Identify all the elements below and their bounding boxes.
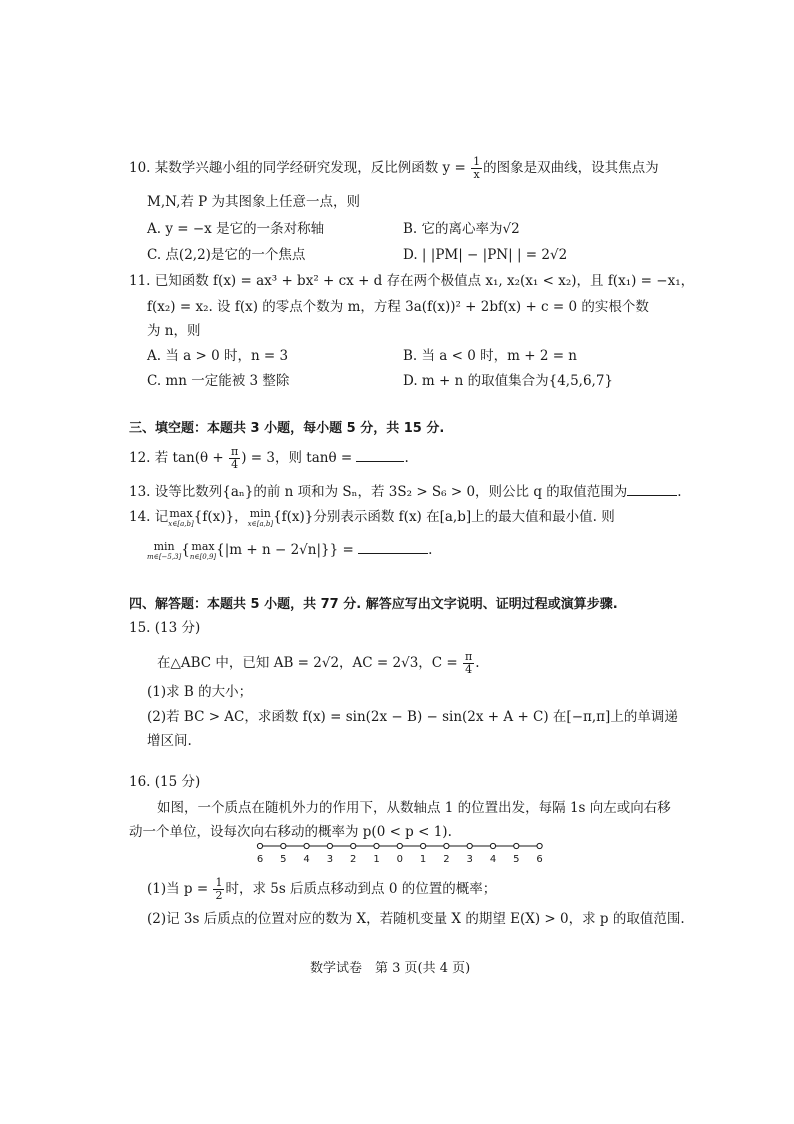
number-line-label: 4 (303, 854, 310, 865)
section-solutions-title: 四、解答题：本题共 5 小题，共 77 分. 解答应写出文字说明、证明过程或演算步骤. (129, 597, 618, 612)
number-line-label: 1 (419, 854, 427, 865)
page-footer: 数学试卷 第 3 页(共 4 页) (310, 961, 471, 976)
q16-stem-line2: 动一个单位，设每次向右移动的概率为 p(0 < p < 1). (129, 824, 452, 840)
q14-inner-max-operator: max n∈[0,9] (189, 540, 217, 561)
number-line-point (537, 843, 542, 848)
number-line-label: 6 (536, 854, 543, 865)
q14-stem-line2: min m∈[−5,3] { max n∈[0,9] {|m + n − 2√n|}} = . (147, 540, 433, 561)
number-line-point (467, 843, 472, 848)
q14-max-operator: max x∈[a,b] (168, 507, 194, 528)
number-line-point (304, 843, 309, 848)
number-line-label: 1 (373, 854, 380, 865)
number-line-point (421, 843, 426, 848)
q11-stem-line2: f(x₂) = x₂. 设 f(x) 的零点个数为 m，方程 3a(f(x))² + 2bf(x) + c = 0 的实根个数 (147, 299, 649, 315)
q15-part2-cont: 增区间. (147, 733, 192, 749)
number-line-point (514, 843, 519, 848)
number-line-point (257, 843, 262, 848)
q10-option-b: B. 它的离心率为√2 (403, 221, 520, 237)
q10-option-a: A. y = −x 是它的一条对称轴 (147, 221, 325, 237)
q11-option-b: B. 当 a < 0 时，m + 2 = n (403, 348, 577, 364)
number-line-point (351, 843, 356, 848)
q15-fraction: $\frac{\pi}{4}$ (465, 650, 473, 676)
q15-header: 15. (13 分) (129, 620, 201, 636)
q12-answer-blank (356, 449, 404, 462)
number-line-label: 4 (489, 854, 497, 865)
q10-option-d: D. | |PM| − |PN| | = 2√2 (403, 247, 568, 263)
number-line-figure (250, 840, 550, 866)
q11-stem-line1: 11. 已知函数 f(x) = ax³ + bx² + cx + d 存在两个极值点 x₁, x₂(x₁ < x₂)，且 f(x₁) = −x₁， (129, 273, 695, 289)
number-line-label: 2 (443, 854, 450, 865)
q16-part1: (1)当 p = $\frac{1}{2}$ 时，求 5s 后质点移动到点 0 的位置的概率； (147, 876, 497, 902)
q16-stem-line1: 如图，一个质点在随机外力的作用下，从数轴点 1 的位置出发，每隔 1s 向左或向右移 (157, 800, 671, 816)
number-line-point (397, 843, 402, 848)
number-line-label: 6 (256, 854, 264, 865)
q14-stem-line1: 14. 记 max x∈[a,b] {f(x)}， min x∈[a,b] {f(x)}分别表示函数 f(x) 在[a,b]上的最大值和最小值. 则 (129, 507, 615, 528)
q10-option-c: C. 点(2,2)是它的一个焦点 (147, 247, 306, 263)
q15-given: 在△ABC 中，已知 AB = 2√2，AC = 2√3，C = $\frac{\pi}{4}$ . (157, 650, 480, 676)
number-line-point (490, 843, 495, 848)
q16-header: 16. (15 分) (129, 774, 201, 790)
q10-fraction: $\frac{1}{x}$ (473, 155, 481, 181)
q12-stem: 12. 若 tan(θ + $\frac{\pi}{4}$ ) = 3，则 tanθ = . (129, 445, 409, 471)
number-line-point (374, 843, 379, 848)
q14-answer-blank (358, 541, 428, 554)
number-line-point (281, 843, 286, 848)
q16-fraction: $\frac{1}{2}$ (215, 876, 223, 902)
q11-option-d: D. m + n 的取值集合为{4,5,6,7} (403, 373, 614, 389)
number-line-point (444, 843, 449, 848)
q12-fraction: $\frac{\pi}{4}$ (231, 445, 239, 471)
q11-stem-line3: 为 n，则 (147, 323, 201, 339)
number-line-point (327, 843, 332, 848)
q15-part1: (1)求 B 的大小； (147, 684, 253, 700)
q13-answer-blank (627, 483, 677, 496)
q10-stem-line2: M,N,若 P 为其图象上任意一点，则 (147, 194, 361, 210)
q14-outer-min-operator: min m∈[−5,3] (147, 540, 182, 561)
q14-min-operator: min x∈[a,b] (247, 507, 274, 528)
number-line-label: 2 (350, 854, 357, 865)
q13-stem: 13. 设等比数列{aₙ}的前 n 项和为 Sₙ，若 3S₂ > S₆ > 0，则公比 q 的取值范围为 . (129, 484, 682, 500)
number-line-label: 0 (396, 854, 403, 865)
q11-option-a: A. 当 a > 0 时，n = 3 (147, 348, 289, 364)
q11-option-c: C. mn 一定能被 3 整除 (147, 373, 290, 389)
q16-part2: (2)记 3s 后质点的位置对应的数为 X，若随机变量 X 的期望 E(X) > 0，求 p 的取值范围. (147, 911, 685, 927)
number-line-label: 3 (326, 854, 334, 865)
section-fill-in-title: 三、填空题：本题共 3 小题，每小题 5 分，共 15 分. (129, 421, 445, 436)
q10-stem-line1: 10. 某数学兴趣小组的同学经研究发现，反比例函数 y = $\frac{1}{x}$ 的图象是双曲线，设其焦点为 (129, 155, 659, 181)
number-line-label: 5 (513, 854, 520, 865)
number-line-label: 3 (466, 854, 473, 865)
number-line-label: 5 (280, 854, 287, 865)
q15-part2: (2)若 BC > AC，求函数 f(x) = sin(2x − B) − sin(2x + A + C) 在[−π,π]上的单调递 (147, 709, 678, 725)
